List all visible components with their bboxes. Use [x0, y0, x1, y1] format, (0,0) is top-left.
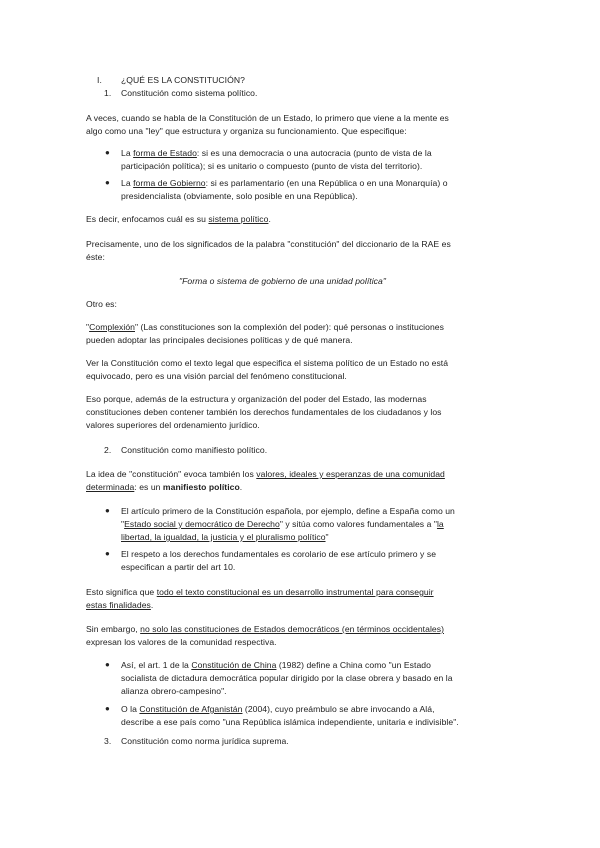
p3-line1: Precisamente, uno de los significados de la palabra "constitución" del diccionario de la RAE es — [86, 239, 451, 249]
rae-quote: "Forma o sistema de gobierno de una unidad política" — [179, 276, 386, 286]
p9-line1: Esto significa que todo el texto constitucional es un desarrollo instrumental para conseguir — [86, 587, 434, 597]
bullet-icon: ● — [105, 506, 110, 515]
p1-line1: A veces, cuando se habla de la Constitución de un Estado, lo primero que viene a la mente es — [86, 113, 449, 123]
bullet-icon: ● — [105, 549, 110, 558]
p7-line3: valores superiores del ordenamiento jurídico. — [86, 420, 260, 430]
p8-line2: determinada: es un manifiesto político. — [86, 482, 243, 492]
p6-line2: equivocado, pero es una visión parcial del fenómeno constitucional. — [86, 371, 347, 381]
bullet-icon: ● — [105, 660, 110, 669]
p6-line1: Ver la Constitución como el texto legal que especifica el sistema político de un Estado no está — [86, 358, 449, 368]
heading-title: ¿QUÉ ES LA CONSTITUCIÓN? — [121, 75, 245, 85]
bullet2b-line2: especifican a partir del art 10. — [121, 562, 236, 572]
bullet1a-line1: La forma de Estado: si es una democracia o una autocracia (punto de vista de la — [121, 148, 432, 158]
section3-title: Constitución como norma jurídica suprema. — [121, 736, 289, 746]
section2-number: 2. — [104, 445, 112, 455]
p3-line2: éste: — [86, 252, 105, 262]
p8-line1: La idea de "constitución" evoca también los valores, ideales y esperanzas de una comunidad — [86, 469, 445, 479]
bullet2a-line3: libertad, la igualdad, la justicia y el pluralismo político" — [121, 532, 329, 542]
bullet1a-line2: participación política); si es unitario o compuesto (punto de vista del territorio). — [121, 161, 423, 171]
p10-line1: Sin embargo, no solo las constituciones de Estados democráticos (en términos occidentales) — [86, 624, 444, 634]
bullet3b-line2: describe a ese país como "una República islámica independiente, unitaria e indivisible". — [121, 717, 459, 727]
p2: Es decir, enfocamos cuál es su sistema político. — [86, 214, 271, 224]
bullet2a-line1: El artículo primero de la Constitución española, por ejemplo, define a España como un — [121, 506, 455, 516]
bullet2a-line2: "Estado social y democrático de Derecho" y sitúa como valores fundamentales a "la — [121, 519, 444, 529]
bullet3a-line1: Así, el art. 1 de la Constitución de China (1982) define a China como "un Estado — [121, 660, 431, 670]
heading-roman: I. — [97, 75, 102, 85]
p7-line2: constituciones deben contener también los derechos fundamentales de los ciudadanos y los — [86, 407, 442, 417]
p7-line1: Eso porque, además de la estructura y organización del poder del Estado, las modernas — [86, 394, 427, 404]
bullet3b-line1: O la Constitución de Afganistán (2004), cuyo preámbulo se abre invocando a Alá, — [121, 704, 435, 714]
bullet2b-line1: El respeto a los derechos fundamentales es corolario de ese artículo primero y se — [121, 549, 437, 559]
bullet3a-line2: socialista de dictadura democrática popular dirigido por la clase obrera y basado en la — [121, 673, 453, 683]
bullet-icon: ● — [105, 704, 110, 713]
p10-line2: expresan los valores de la comunidad respectiva. — [86, 637, 277, 647]
section2-title: Constitución como manifiesto político. — [121, 445, 268, 455]
p5-line1: "Complexión" (Las constituciones son la complexión del poder): qué personas o instituciones — [86, 322, 444, 332]
bullet1b-line1: La forma de Gobierno: si es parlamentario (en una República o en una Monarquía) o — [121, 178, 448, 188]
section1-title: Constitución como sistema político. — [121, 88, 258, 98]
bullet1b-line2: presidencialista (obviamente, solo posible en una República). — [121, 191, 358, 201]
p5-line2: pueden adoptar las principales decisiones políticas y de qué manera. — [86, 335, 353, 345]
section1-number: 1. — [104, 88, 112, 98]
p9-line2: estas finalidades. — [86, 600, 154, 610]
bullet-icon: ● — [105, 148, 110, 157]
p4: Otro es: — [86, 299, 117, 309]
bullet-icon: ● — [105, 178, 110, 187]
p1-line2: algo como una "ley" que estructura y organiza su funcionamiento. Que especifique: — [86, 126, 407, 136]
bullet3a-line3: alianza obrero-campesino". — [121, 686, 227, 696]
section3-number: 3. — [104, 736, 112, 746]
